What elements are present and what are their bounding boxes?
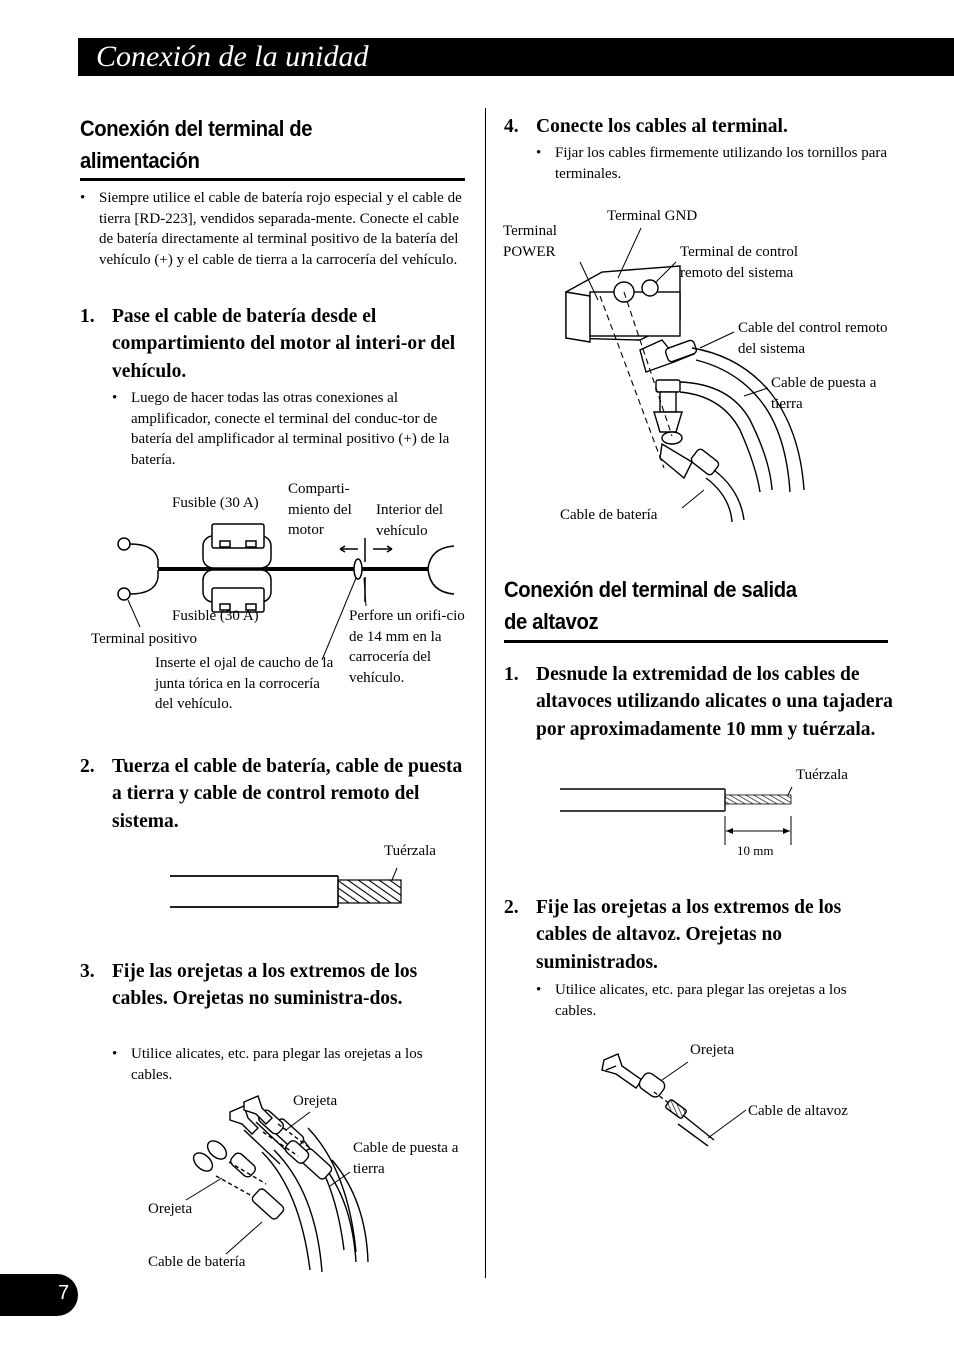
step-1-bullet: • Luego de hacer todas las otras conexiones al amplificador, conecte el terminal del conduc-tor de batería del amplificador al terminal positivo (+) de la batería. (112, 390, 450, 468)
page-number: 7 (58, 1282, 70, 1304)
grommet-label: Inserte el ojal de caucho de la junta tórica en la corrocería del vehículo. (155, 655, 334, 712)
step-4-bullet: • Fijar los cables firmemente utilizando los tornillos para terminales. (536, 145, 887, 182)
intro-bullet: • Siempre utilice el cable de batería rojo especial y el cable de tierra [RD-223], vendidos separada-mente. Conecte el cable de batería directamente al terminal positivo de la batería del vehículo (+) y el cable de tierra a la carrocería del vehículo. (80, 190, 462, 268)
step-4: 4. Conecte los cables al terminal. (504, 116, 788, 137)
step-3: 3. Fije las orejetas a los extremos de los cables. Orejetas no suministra-dos. (80, 961, 418, 1010)
vehicle-interior-label: Interior del vehículo (376, 502, 444, 539)
engine-compartment-label: Comparti- miento del motor (288, 481, 352, 538)
speaker-step-1: 1. Desnude la extremidad de los cables de altavoces utilizando alicates o una tajadera por aproximadamente 10 mm y tuérzala. (504, 664, 893, 740)
terminal-power-label: Terminal POWER (503, 223, 557, 260)
section-heading-speaker: Conexión del terminal de salida de altavoz (504, 577, 797, 634)
section-heading-power: Conexión del terminal de alimentación (80, 116, 313, 173)
terminal-remote-label: Terminal de control remoto del sistema (680, 244, 799, 281)
positive-terminal-label: Terminal positivo (91, 631, 198, 647)
drill-hole-label: Perfore un orifi-cio de 14 mm en la carrocería del vehículo. (349, 608, 465, 686)
battery-cable-label: Cable de batería (148, 1254, 246, 1270)
page-header-title: Conexión de la unidad (96, 40, 369, 73)
step-1: 1. Pase el cable de batería desde el compartimiento del motor al interi-or del vehículo. (80, 306, 456, 382)
lug-left-label: Orejeta (148, 1201, 193, 1217)
speaker-lug-label: Orejeta (690, 1042, 735, 1058)
step-3-bullet: • Utilice alicates, etc. para plegar las orejetas a los cables. (112, 1046, 423, 1083)
fuse-bottom-label: Fusible (30 A) (172, 608, 259, 624)
speaker-cable-label: Cable de altavoz (748, 1103, 848, 1119)
ground-cable-label: Cable de puesta a tierra (353, 1140, 459, 1177)
speaker-step-2-bullet: • Utilice alicates, etc. para plegar las orejetas a los cables. (536, 982, 847, 1019)
battery-cable-fig4-label: Cable de batería (560, 507, 658, 523)
speaker-step-2: 2. Fije las orejetas a los extremos de los cables de altavoz. Orejetas no suministrados. (504, 897, 842, 973)
speaker-twist-label: Tuérzala (796, 767, 848, 783)
lug-top-label: Orejeta (293, 1093, 338, 1109)
terminal-gnd-label: Terminal GND (607, 208, 698, 224)
strip-dimension-label: 10 mm (737, 843, 774, 858)
step-2: 2. Tuerza el cable de batería, cable de puesta a tierra y cable de control remoto del sistema. (80, 756, 463, 832)
fuse-top-label: Fusible (30 A) (172, 495, 259, 511)
page-number-tab (0, 1274, 78, 1316)
twist-label: Tuérzala (384, 843, 436, 859)
ground-cable-fig4-label: Cable de puesta a tierra (771, 375, 877, 412)
remote-cable-label: Cable del control remoto del sistema (738, 320, 888, 357)
